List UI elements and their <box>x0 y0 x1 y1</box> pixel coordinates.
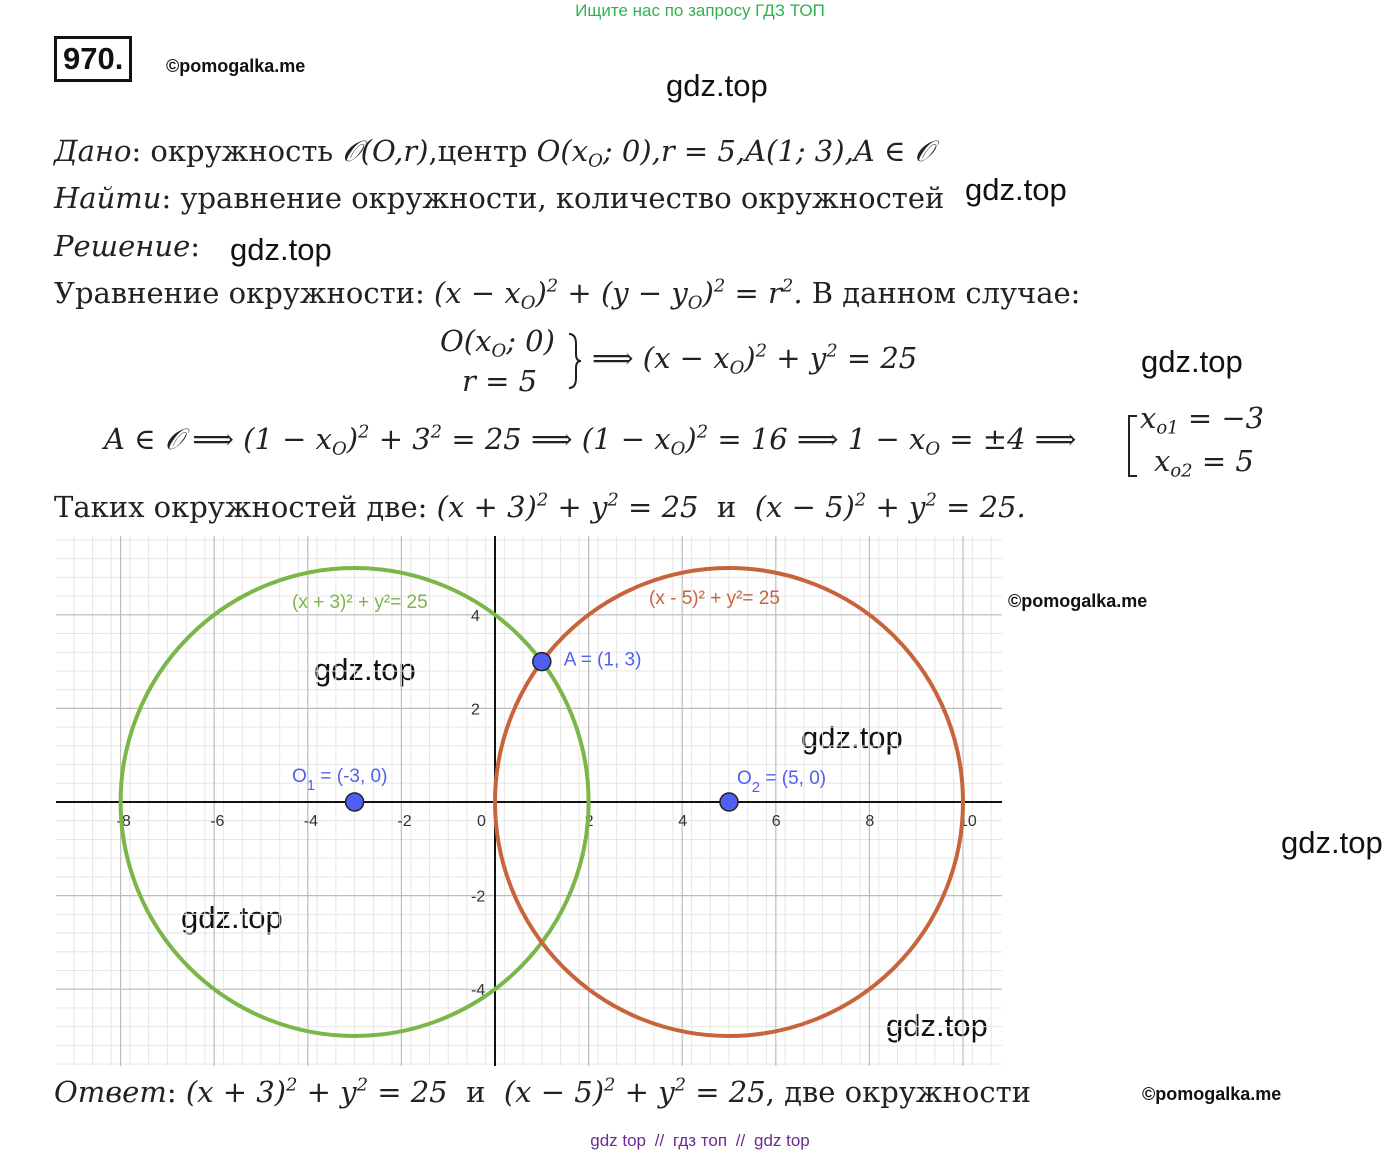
answer-label: Ответ <box>54 1075 167 1109</box>
solution-label: Решение <box>54 229 191 263</box>
root-1: $x_{o1} = -3$ <box>1140 401 1265 439</box>
y-tick-label: -2 <box>471 888 486 906</box>
x-tick-label: -2 <box>397 813 412 830</box>
footer-link[interactable]: gdz top <box>753 1131 810 1150</box>
conclusion-intro: Таких окружностей две: <box>54 490 437 524</box>
conclusion-eq1: $(x + 3)^2 + y^2 = 25$ <box>436 489 699 524</box>
watermark: gdz.top <box>886 1008 988 1043</box>
y-tick-label: 2 <box>471 701 480 719</box>
find-line <box>54 181 944 215</box>
footer-links <box>0 1131 1400 1151</box>
search-hint[interactable]: Ищите нас по запросу ГДЗ ТОП <box>575 1 825 20</box>
given-text: : окружность <box>131 134 343 168</box>
watermark: gdz.top <box>230 232 332 267</box>
conclusion-eq2: $(x - 5)^2 + y^2 = 25$. <box>754 489 1026 524</box>
footer-link[interactable]: гдз топ <box>672 1131 728 1150</box>
point-2 <box>346 793 364 811</box>
x-tick-label: 10 <box>959 813 977 830</box>
x-tick-label: 8 <box>865 813 875 830</box>
watermark: gdz.top <box>965 172 1067 207</box>
system-line1: $O(x_O$; 0) <box>440 324 555 362</box>
answer-eq2: $(x - 5)^2 + y^2 = 25$ <box>503 1074 766 1109</box>
solution-label-line: Решение: <box>54 229 201 263</box>
find-label: Найти <box>54 181 162 215</box>
root-2: $x_{o2} = 5$ <box>1154 444 1254 482</box>
watermark: gdz.top <box>1281 825 1383 860</box>
given-point: A(1; 3), <box>745 134 854 168</box>
watermark: gdz.top <box>801 720 903 755</box>
watermark: gdz.top <box>181 900 283 935</box>
roots-bracket <box>1126 414 1140 478</box>
copyright-bottom: ©pomogalka.me <box>1142 1084 1282 1104</box>
point-o2-label: $O_2 = (5$, 0) <box>737 768 827 796</box>
x-tick-label: -4 <box>303 813 319 830</box>
x-tick-label: 2 <box>584 813 594 830</box>
given-center-text: ,центр <box>428 134 537 168</box>
watermark: gdz.top <box>666 68 768 103</box>
conclusion-and: и <box>716 490 737 524</box>
derivation-chain: A ∈ 𝒪 ⟹ $(1 - x_O)^2 + 3^2 = 25$ ⟹ $(1 - x_O)^2 = 16$ ⟹ $1 - x_O = \pm 4$ ⟹ <box>104 421 1077 460</box>
copyright-top: ©pomogalka.me <box>166 56 306 76</box>
given-center: $O(x_O$; 0) <box>536 134 652 172</box>
watermark: gdz.top <box>1141 344 1243 379</box>
circle-2-label: (x - 5)² + y²= 25 <box>649 588 780 609</box>
x-tick-label: 6 <box>771 813 781 830</box>
point-o1-label: $O_1 = (-3$, 0) <box>292 766 388 794</box>
x-tick-label: 0 <box>477 813 486 830</box>
system-result: ⟹ $(x - x_O)^2 + y^2 = 25$ <box>592 340 918 379</box>
conclusion-line <box>54 490 1026 524</box>
x-tick-label: -6 <box>210 813 225 830</box>
given-label: Дано <box>54 134 132 168</box>
copyright-graph: ©pomogalka.me <box>1008 591 1148 611</box>
point-a-label: A = (1, 3) <box>563 649 642 671</box>
given-membership: A ∈ 𝒪 <box>853 134 933 168</box>
watermark: gdz.top <box>314 652 416 687</box>
given-line <box>54 134 933 172</box>
system-line2: r = 5 <box>462 364 538 398</box>
answer-eq1: $(x + 3)^2 + y^2 = 25$ <box>185 1074 448 1109</box>
circle-1-label: (x + 3)² + y²= 25 <box>292 592 428 613</box>
find-text: : уравнение окружности, количество окружностей <box>161 181 945 215</box>
given-circle: 𝒪(O,r) <box>342 134 429 168</box>
footer-separator: // <box>735 1131 746 1150</box>
y-tick-label: 4 <box>471 607 480 625</box>
equation-tail: В данном случае: <box>811 276 1081 310</box>
x-tick-label: 4 <box>678 813 688 830</box>
equation-line <box>54 275 1081 314</box>
footer-separator: // <box>654 1131 665 1150</box>
general-equation: $(x - x_O)^2 + (y - y_O)^2 = r^2$. <box>433 275 812 314</box>
point-1 <box>533 653 551 671</box>
answer-tail: , две окружности <box>765 1075 1031 1109</box>
given-radius: ,r = 5, <box>651 134 746 168</box>
x-tick-label: -8 <box>116 813 131 830</box>
footer-link[interactable]: gdz top <box>590 1131 646 1150</box>
answer-line: Ответ: $(x + 3)^2 + y^2 = 25$ и $(x - 5)^2 + y^2 = 25$, две окружности <box>54 1074 1031 1109</box>
system-brace <box>566 332 584 390</box>
coordinate-graph <box>56 536 1002 1066</box>
equation-intro: Уравнение окружности: <box>54 276 434 310</box>
y-tick-label: -4 <box>471 982 486 1000</box>
problem-number: 970. <box>54 36 132 82</box>
point-3 <box>720 793 738 811</box>
